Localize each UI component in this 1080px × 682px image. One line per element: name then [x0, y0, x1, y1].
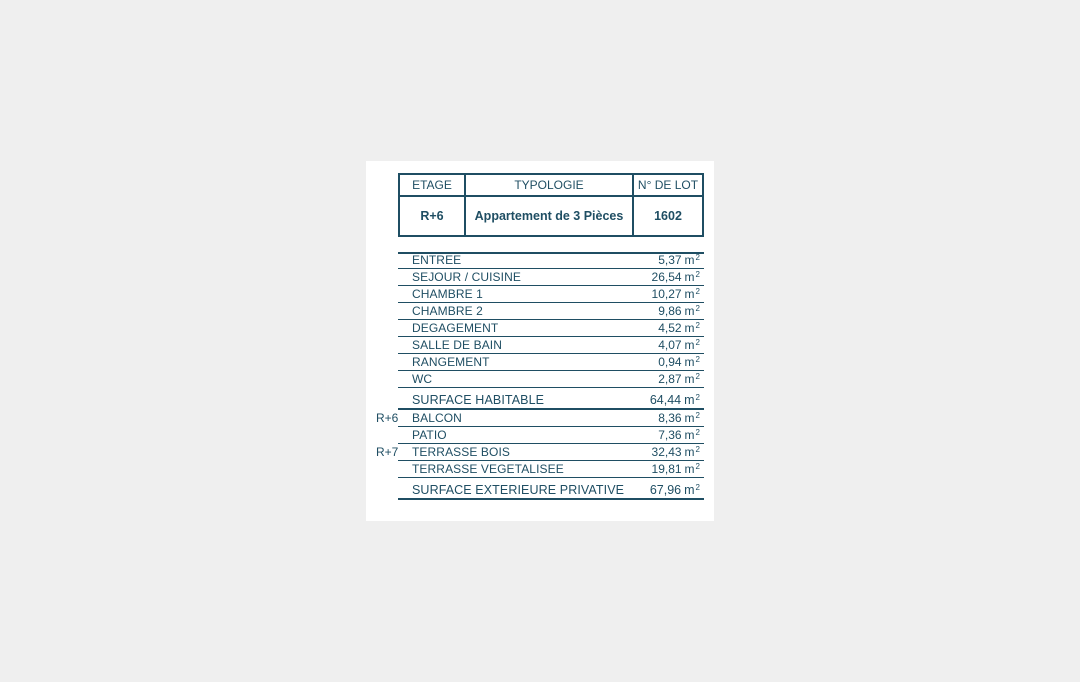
room-area — [652, 462, 700, 476]
surface-row — [398, 269, 704, 286]
area-unit-exponent: 2 — [695, 462, 700, 471]
area-value: 64,44 — [649, 393, 682, 407]
area-unit: m — [684, 445, 695, 459]
area-value: 67,96 — [649, 483, 682, 497]
area-unit-exponent: 2 — [695, 304, 700, 313]
room-name: TERRASSE VEGETALISEE — [412, 462, 564, 476]
room-area — [658, 338, 700, 352]
area-value: 4,07 — [658, 338, 682, 352]
lot-header-table — [398, 173, 704, 237]
room-area — [658, 321, 700, 335]
area-unit: m — [684, 304, 695, 318]
area-value: 26,54 — [651, 270, 682, 284]
room-area — [652, 270, 700, 284]
surface-table — [376, 252, 704, 500]
room-area — [658, 355, 700, 369]
area-value: 4,52 — [658, 321, 682, 335]
surface-row — [398, 286, 704, 303]
room-area — [650, 393, 700, 407]
room-area — [652, 287, 700, 301]
etage-header: ETAGE — [400, 175, 464, 197]
lot-number-value: 1602 — [632, 197, 702, 235]
room-name: SEJOUR / CUISINE — [412, 270, 521, 284]
surface-row — [398, 427, 704, 444]
surface-row — [376, 444, 704, 461]
room-name: WC — [412, 372, 433, 386]
area-value: 7,36 — [658, 428, 682, 442]
area-unit: m — [684, 462, 695, 476]
area-unit-exponent: 2 — [695, 372, 700, 381]
area-unit: m — [684, 355, 695, 369]
room-name: SALLE DE BAIN — [412, 338, 503, 352]
area-unit-exponent: 2 — [695, 411, 700, 420]
surface-row — [398, 252, 704, 269]
area-unit: m — [684, 411, 695, 425]
surface-row — [398, 303, 704, 320]
area-unit: m — [684, 321, 695, 335]
floor-label: R+7 — [376, 445, 399, 459]
area-value: 19,81 — [651, 462, 682, 476]
room-name: CHAMBRE 1 — [412, 287, 483, 301]
area-unit-exponent: 2 — [695, 270, 700, 279]
room-area — [658, 411, 700, 425]
area-unit: m — [684, 372, 695, 386]
area-unit-exponent: 2 — [695, 338, 700, 347]
area-unit: m — [684, 270, 695, 284]
area-unit: m — [684, 253, 695, 267]
area-unit: m — [684, 338, 695, 352]
room-area — [658, 253, 700, 267]
area-value: 8,36 — [658, 411, 682, 425]
etage-value: R+6 — [420, 209, 444, 223]
area-unit-exponent: 2 — [695, 355, 700, 364]
room-name: DEGAGEMENT — [412, 321, 499, 335]
area-unit-exponent: 2 — [695, 445, 700, 454]
surface-row — [398, 354, 704, 371]
surface-row — [398, 371, 704, 388]
area-value: 0,94 — [658, 355, 682, 369]
surface-row — [398, 461, 704, 478]
surface-row — [398, 337, 704, 354]
room-name: BALCON — [412, 411, 462, 425]
area-unit: m — [684, 287, 695, 301]
room-area — [658, 304, 700, 318]
area-unit-exponent: 2 — [695, 428, 700, 437]
room-name: PATIO — [412, 428, 447, 442]
room-name: ENTREE — [412, 253, 462, 267]
area-unit-exponent: 2 — [695, 287, 700, 296]
surface-row — [398, 320, 704, 337]
area-unit: m — [684, 428, 695, 442]
area-value: 9,86 — [658, 304, 682, 318]
room-area — [652, 445, 700, 459]
area-unit: m — [684, 393, 695, 407]
lot-number-header: N° DE LOT — [632, 175, 702, 197]
room-name: SURFACE EXTERIEURE PRIVATIVE — [412, 483, 625, 497]
room-name: TERRASSE BOIS — [412, 445, 510, 459]
floor-plan-sheet — [366, 161, 714, 521]
area-value: 5,37 — [658, 253, 682, 267]
room-area — [658, 428, 700, 442]
room-area — [650, 483, 700, 497]
room-area — [658, 372, 700, 386]
typologie-value: Appartement de 3 Pièces — [464, 197, 632, 235]
area-value: 10,27 — [651, 287, 682, 301]
room-name: SURFACE HABITABLE — [412, 393, 545, 407]
area-unit-exponent: 2 — [695, 253, 700, 262]
area-value: 32,43 — [651, 445, 682, 459]
area-unit-exponent: 2 — [695, 321, 700, 330]
area-unit: m — [684, 483, 695, 497]
floor-label: R+6 — [376, 411, 399, 425]
surface-total-row — [398, 478, 704, 500]
area-value: 2,87 — [658, 372, 682, 386]
room-name: RANGEMENT — [412, 355, 490, 369]
area-unit-exponent: 2 — [695, 483, 700, 492]
surface-total-row — [398, 388, 704, 410]
area-unit-exponent: 2 — [695, 393, 700, 402]
room-name: CHAMBRE 2 — [412, 304, 483, 318]
typologie-header: TYPOLOGIE — [464, 175, 632, 197]
surface-row — [376, 410, 704, 427]
